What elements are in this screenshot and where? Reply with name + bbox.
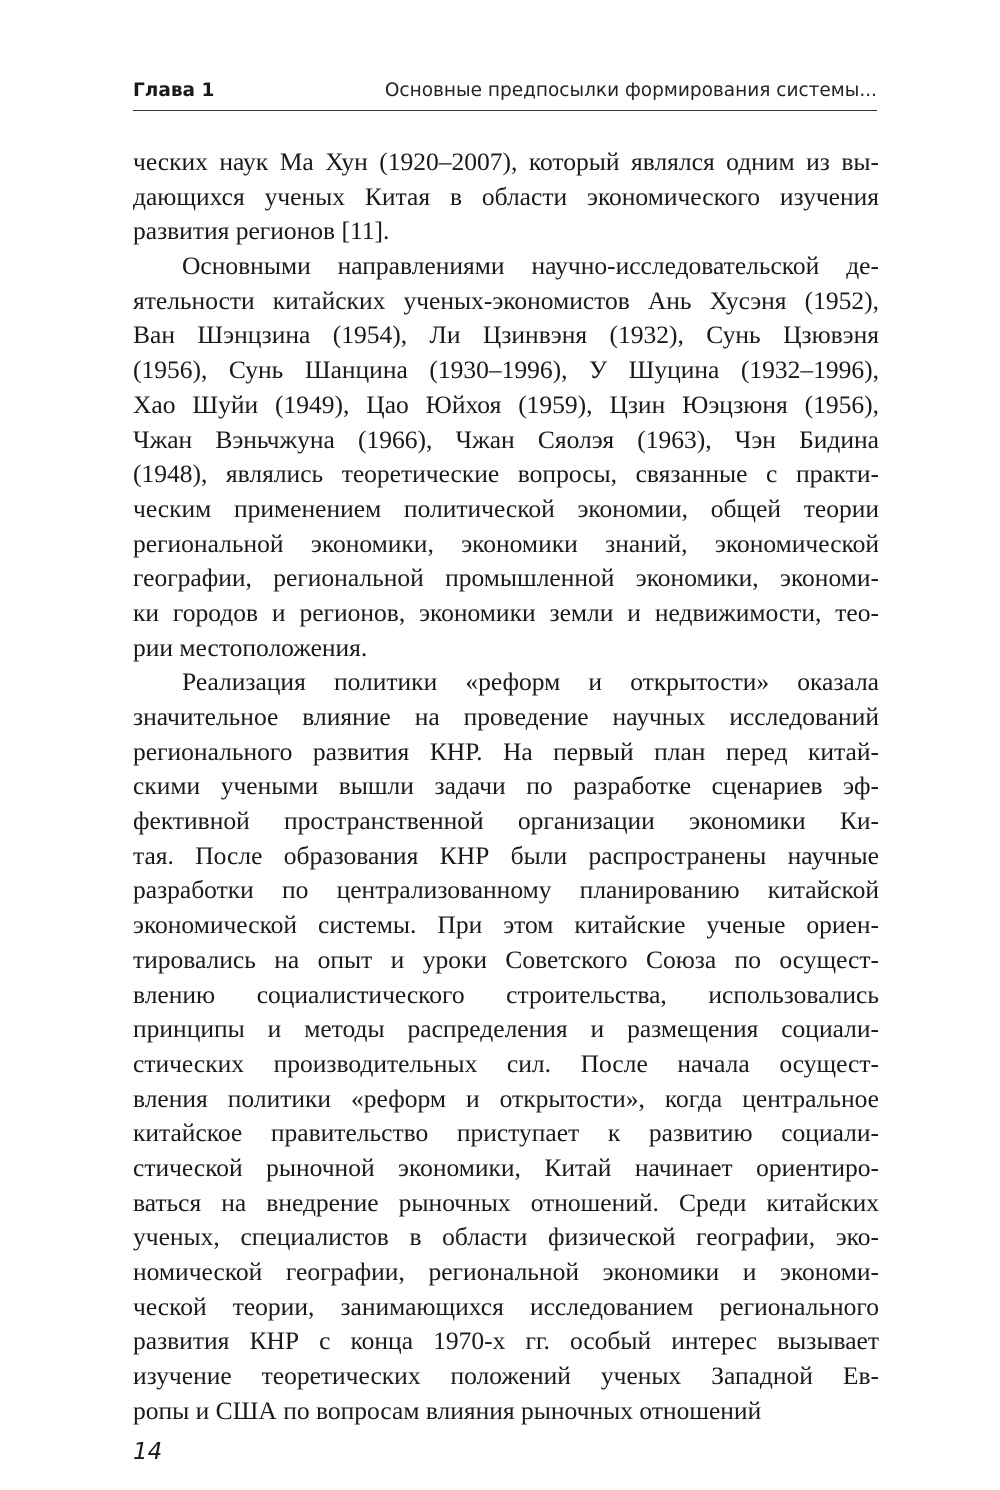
paragraph [133,249,879,665]
text-line: стических производительных сил. После начала осущест- [133,1048,879,1078]
text-line: географии, региональной промышленной экономики, экономи- [133,563,879,593]
text-line: Чжан Вэньчжуна (1966), Чжан Сяолэя (1963), Чэн Бидина [133,424,879,454]
text-line: разработки по централизованному планированию китайской [133,875,879,905]
text-line: фективной пространственной организации экономики Ки- [133,806,879,836]
text-line: номической географии, региональной экономики и экономи- [133,1257,879,1286]
text-line: ваться на внедрение рыночных отношений. Среди китайских [133,1187,879,1217]
text-line: ческой теории, занимающихся исследованием регионального [133,1291,879,1321]
text-line: тая. После образования КНР были распространены научные [133,840,879,870]
text-line: Реализация политики «реформ и открытости» оказала [182,667,879,697]
text-line: экономической системы. При этом китайские ученые ориен- [133,910,879,940]
text-line: ученых, специалистов в области физической географии, эко- [133,1222,879,1252]
text-line: китайское правительство приступает к развитию социали- [133,1118,879,1148]
text-line: Ван Шэнцзина (1954), Ли Цзинвэня (1932), Сунь Цзювэня [133,320,879,350]
text-line: тировались на опыт и уроки Советского Союза по осущест- [133,944,879,974]
text-line: регионального развития КНР. На первый план перед китай- [133,736,879,766]
text-line: рии местоположения. [133,632,368,662]
chapter-label: Глава 1 [133,80,215,101]
text-line: Основными направлениями научно-исследовательской де- [182,251,879,281]
body-text [133,145,879,1428]
text-line: ческим применением политической экономии, общей теории [133,493,879,523]
text-line: влению социалистического строительства, использовались [133,979,879,1009]
text-line: ятельности китайских ученых-экономистов Ань Хусэня (1952), [133,285,879,315]
text-line: ропы и США по вопросам влияния рыночных отношений [133,1395,762,1425]
text-line: (1948), являлись теоретические вопросы, связанные с практи- [133,459,879,489]
text-line: региональной экономики, экономики знаний, экономической [133,528,879,558]
text-line: вления политики «реформ и открытости», когда центральное [133,1083,879,1113]
text-line: Хао Шуйи (1949), Цао Юйхоя (1959), Цзин Юэцзюня (1956), [133,389,879,419]
text-line: (1956), Сунь Шанцина (1930–1996), У Шуцина (1932–1996), [133,355,879,385]
text-line: дающихся ученых Китая в области экономического изучения [133,181,879,211]
text-line: ческих наук Ма Хун (1920–2007), который являлся одним из вы- [133,147,879,176]
text-line: скими учеными вышли задачи по разработке сценариев эф- [133,771,879,801]
text-line: стической рыночной экономики, Китай начинает ориентиро- [133,1152,879,1182]
text-line: изучение теоретических положений ученых Западной Ев- [133,1361,879,1391]
paragraph [133,145,879,249]
text-line: развития регионов [11]. [133,216,390,246]
text-line: принципы и методы распределения и размещения социали- [133,1014,879,1044]
page-number: 14 [133,1439,163,1465]
text-line: ки городов и регионов, экономики земли и недвижимости, тео- [133,597,879,627]
text-line: развития КНР с конца 1970-х гг. особый интерес вызывает [133,1326,879,1356]
text-line: значительное влияние на проведение научных исследований [133,702,879,731]
running-header [133,76,877,111]
running-title: Основные предпосылки формирования системы... [384,80,877,101]
paragraph [133,665,879,1428]
